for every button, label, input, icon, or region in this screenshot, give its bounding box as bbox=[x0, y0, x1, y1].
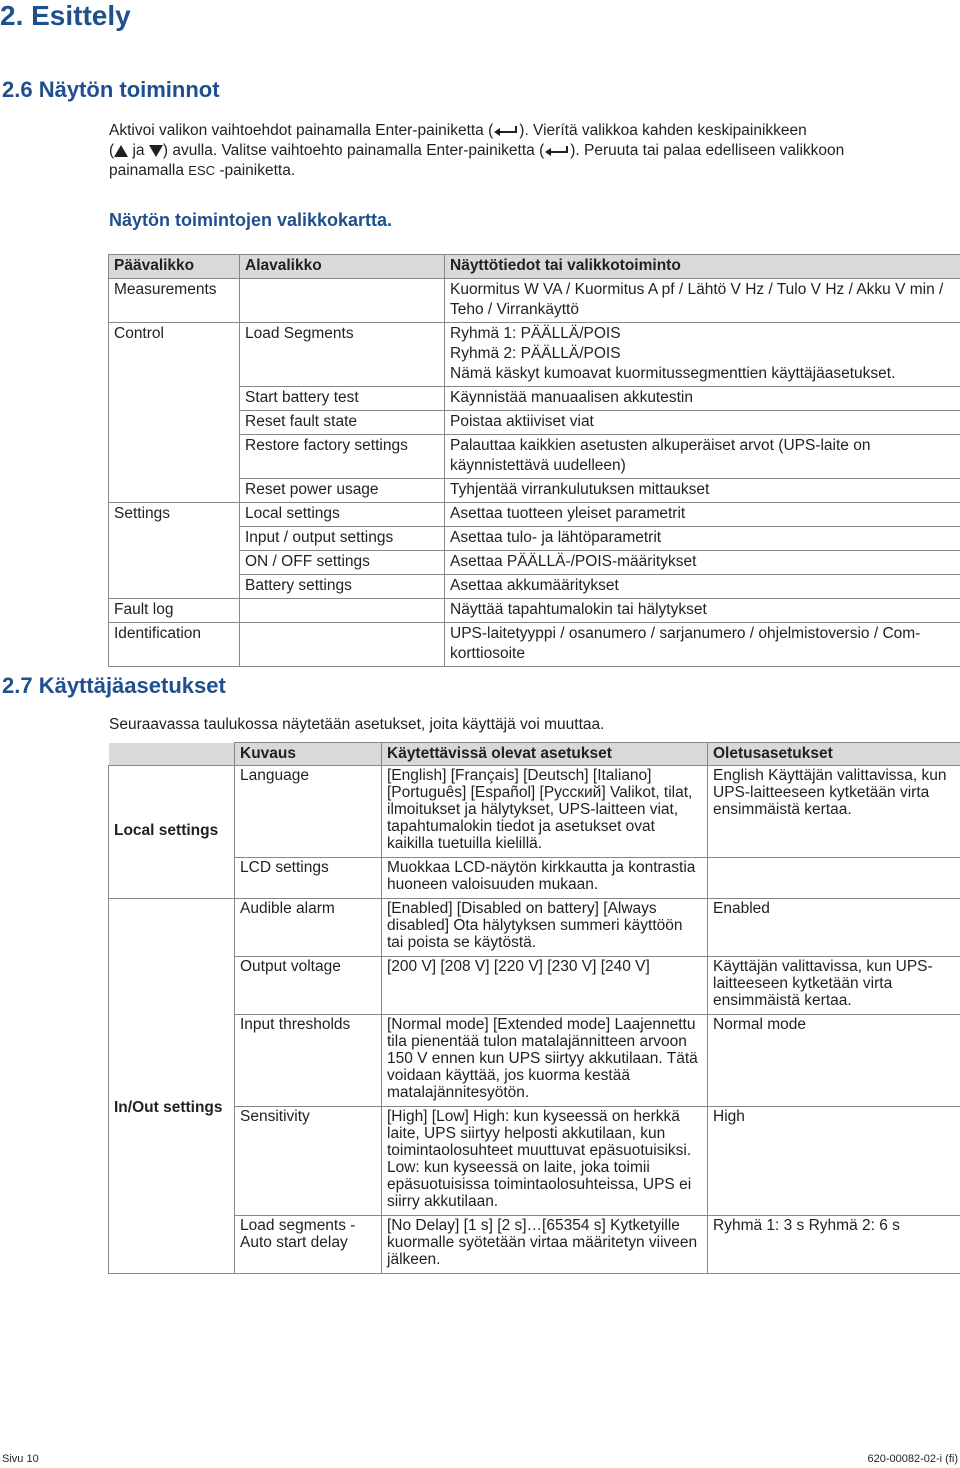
default-setting-cell: Käyttäjän valittavissa, kun UPS-laitteeseen kytketään virta ensimmäistä kertaa. bbox=[708, 957, 960, 1015]
available-settings-cell: [No Delay] [1 s] [2 s]…[65354 s] Kytketyille kuormalle syötetään virtaa määritetyn viiveen jälkeen. bbox=[382, 1216, 708, 1274]
available-settings-cell: [High] [Low] High: kun kyseessä on herkkä laite, UPS siirtyy helposti akkutilaan, kun toimintaolosuhteet muuttuvat epäsuotuisiksi. Low: kun kyseessä on laite, joka toimii epäsuotuisissa toimintaolosuhteissa, UPS ei siirry akkutilaan. bbox=[382, 1107, 708, 1216]
available-settings-cell: [Enabled] [Disabled on battery] [Always disabled] Ota hälytyksen summeri käyttöön tai poista se käytöstä. bbox=[382, 899, 708, 957]
section-heading-2-6: 2.6 Näytön toiminnot bbox=[2, 77, 220, 102]
table-row bbox=[109, 766, 960, 858]
main-menu-cell: Settings bbox=[109, 503, 240, 527]
setting-name-cell: LCD settings bbox=[235, 858, 382, 899]
submenu-cell bbox=[240, 599, 445, 623]
available-settings-cell: Muokkaa LCD-näytön kirkkautta ja kontrastia huoneen valoisuuden mukaan. bbox=[382, 858, 708, 899]
submenu-cell: ON / OFF settings bbox=[240, 551, 445, 575]
description-cell: Näyttää tapahtumalokin tai hälytykset bbox=[445, 599, 960, 623]
column-header: Käytettävissä olevat asetukset bbox=[382, 743, 708, 766]
description-cell: Asettaa akkumääritykset bbox=[445, 575, 960, 599]
setting-name-cell: Output voltage bbox=[235, 957, 382, 1015]
table-row bbox=[109, 503, 960, 527]
enter-key-icon bbox=[544, 144, 570, 158]
description-cell: Ryhmä 1: PÄÄLLÄ/POIS Ryhmä 2: PÄÄLLÄ/POIS Nämä käskyt kumoavat kuormitussegmenttien käyttäjäasetukset. bbox=[445, 323, 960, 387]
default-setting-cell: Ryhmä 1: 3 s Ryhmä 2: 6 s bbox=[708, 1216, 960, 1274]
main-menu-cell: Control bbox=[109, 323, 240, 387]
column-header: Oletusasetukset bbox=[708, 743, 960, 766]
column-header: Alavalikko bbox=[240, 255, 445, 279]
table-row bbox=[109, 858, 960, 899]
table-row bbox=[109, 411, 960, 435]
description-cell: UPS-laitetyyppi / osanumero / sarjanumero / ohjelmistoversio / Com-korttiosoite bbox=[445, 623, 960, 667]
footer-document-code: 620-00082-02-i (fi) bbox=[867, 1453, 958, 1465]
main-menu-cell: Identification bbox=[109, 623, 240, 667]
column-header: Näyttötiedot tai valikkotoiminto bbox=[445, 255, 960, 279]
default-setting-cell: High bbox=[708, 1107, 960, 1216]
submenu-cell: Battery settings bbox=[240, 575, 445, 599]
default-setting-cell: Enabled bbox=[708, 899, 960, 957]
page-title: 2. Esittely bbox=[0, 0, 131, 31]
available-settings-cell: [200 V] [208 V] [220 V] [230 V] [240 V] bbox=[382, 957, 708, 1015]
setting-name-cell: Audible alarm bbox=[235, 899, 382, 957]
main-menu-cell bbox=[109, 435, 240, 479]
default-setting-cell: Normal mode bbox=[708, 1015, 960, 1107]
esc-key-label: ESC bbox=[188, 163, 216, 178]
table-row bbox=[109, 957, 960, 1015]
table-row bbox=[109, 899, 960, 957]
group-label-local-settings: Local settings bbox=[109, 766, 235, 899]
description-cell: Asettaa tuotteen yleiset parametrit bbox=[445, 503, 960, 527]
group-label-in-out-settings: In/Out settings bbox=[109, 899, 235, 1274]
main-menu-cell bbox=[109, 387, 240, 411]
section-heading-2-7: 2.7 Käyttäjäasetukset bbox=[2, 673, 226, 698]
enter-key-icon bbox=[493, 124, 519, 138]
description-cell: Asettaa PÄÄLLÄ-/POIS-määritykset bbox=[445, 551, 960, 575]
description-cell: Kuormitus W VA / Kuormitus A pf / Lähtö V Hz / Tulo V Hz / Akku V min / Teho / Virrankäyttö bbox=[445, 279, 960, 323]
up-arrow-icon bbox=[114, 145, 128, 157]
main-menu-cell bbox=[109, 575, 240, 599]
empty-header-cell bbox=[109, 743, 235, 766]
main-menu-cell: Fault log bbox=[109, 599, 240, 623]
description-cell: Käynnistää manuaalisen akkutestin bbox=[445, 387, 960, 411]
setting-name-cell: Load segments - Auto start delay bbox=[235, 1216, 382, 1274]
table-row bbox=[109, 435, 960, 479]
main-menu-cell: Measurements bbox=[109, 279, 240, 323]
settings-intro: Seuraavassa taulukossa näytetään asetukset, joita käyttäjä voi muuttaa. bbox=[109, 716, 605, 733]
table-row bbox=[109, 1216, 960, 1274]
setting-name-cell: Sensitivity bbox=[235, 1107, 382, 1216]
table-row bbox=[109, 575, 960, 599]
submenu-cell: Local settings bbox=[240, 503, 445, 527]
table-row bbox=[109, 479, 960, 503]
available-settings-cell: [English] [Français] [Deutsch] [Italiano] [Português] [Español] [Русский] Valikot, tilat, ilmoitukset ja hälytykset, UPS-laitteen viat, tapahtumalokin tiedot ja asetukset ovat kaikilla tuetuilla kielillä. bbox=[382, 766, 708, 858]
table-header-row bbox=[109, 255, 960, 279]
intro-paragraph: Aktivoi valikon vaihtoehdot painamalla Enter-painiketta ( ). Vierítä valikkoa kahden keskipainikkeen ( ja ) avulla. Valitse vaihtoehto painamalla Enter-painiketta ( ). Peruuta tai palaa edelliseen valikkoon painamalla ESC -painiketta. bbox=[109, 122, 845, 179]
menu-map-table bbox=[108, 254, 960, 667]
table-row bbox=[109, 527, 960, 551]
main-menu-cell bbox=[109, 551, 240, 575]
main-menu-cell bbox=[109, 479, 240, 503]
submenu-cell: Reset fault state bbox=[240, 411, 445, 435]
column-header: Päävalikko bbox=[109, 255, 240, 279]
user-settings-table bbox=[108, 742, 960, 1274]
footer-page-number: Sivu 10 bbox=[2, 1453, 39, 1465]
table-row bbox=[109, 387, 960, 411]
menu-map-subheading: Näytön toimintojen valikkokartta. bbox=[109, 210, 393, 230]
description-cell: Tyhjentää virrankulutuksen mittaukset bbox=[445, 479, 960, 503]
description-cell: Asettaa tulo- ja lähtöparametrit bbox=[445, 527, 960, 551]
submenu-cell: Restore factory settings bbox=[240, 435, 445, 479]
setting-name-cell: Language bbox=[235, 766, 382, 858]
table-row bbox=[109, 551, 960, 575]
available-settings-cell: [Normal mode] [Extended mode] Laajennettu tila pienentää tulon matalajännitteen arvoon 150 V ennen kun UPS siirtyy akkutilaan. Tätä voidaan käyttää, jos kuorma kestää matalajännitesyötön. bbox=[382, 1015, 708, 1107]
table-row bbox=[109, 599, 960, 623]
table-row bbox=[109, 1107, 960, 1216]
description-cell: Poistaa aktiiviset viat bbox=[445, 411, 960, 435]
table-row bbox=[109, 279, 960, 323]
submenu-cell: Input / output settings bbox=[240, 527, 445, 551]
column-header: Kuvaus bbox=[235, 743, 382, 766]
submenu-cell bbox=[240, 623, 445, 667]
description-cell: Palauttaa kaikkien asetusten alkuperäiset arvot (UPS-laite on käynnistettävä uudelleen) bbox=[445, 435, 960, 479]
down-arrow-icon bbox=[149, 145, 163, 157]
default-setting-cell: English Käyttäjän valittavissa, kun UPS-laitteeseen kytketään virta ensimmäistä kertaa. bbox=[708, 766, 960, 858]
default-setting-cell bbox=[708, 858, 960, 899]
submenu-cell: Start battery test bbox=[240, 387, 445, 411]
main-menu-cell bbox=[109, 527, 240, 551]
setting-name-cell: Input thresholds bbox=[235, 1015, 382, 1107]
table-row bbox=[109, 623, 960, 667]
table-row bbox=[109, 323, 960, 387]
table-header-row bbox=[109, 743, 960, 766]
submenu-cell bbox=[240, 279, 445, 323]
table-row bbox=[109, 1015, 960, 1107]
submenu-cell: Reset power usage bbox=[240, 479, 445, 503]
main-menu-cell bbox=[109, 411, 240, 435]
submenu-cell: Load Segments bbox=[240, 323, 445, 387]
